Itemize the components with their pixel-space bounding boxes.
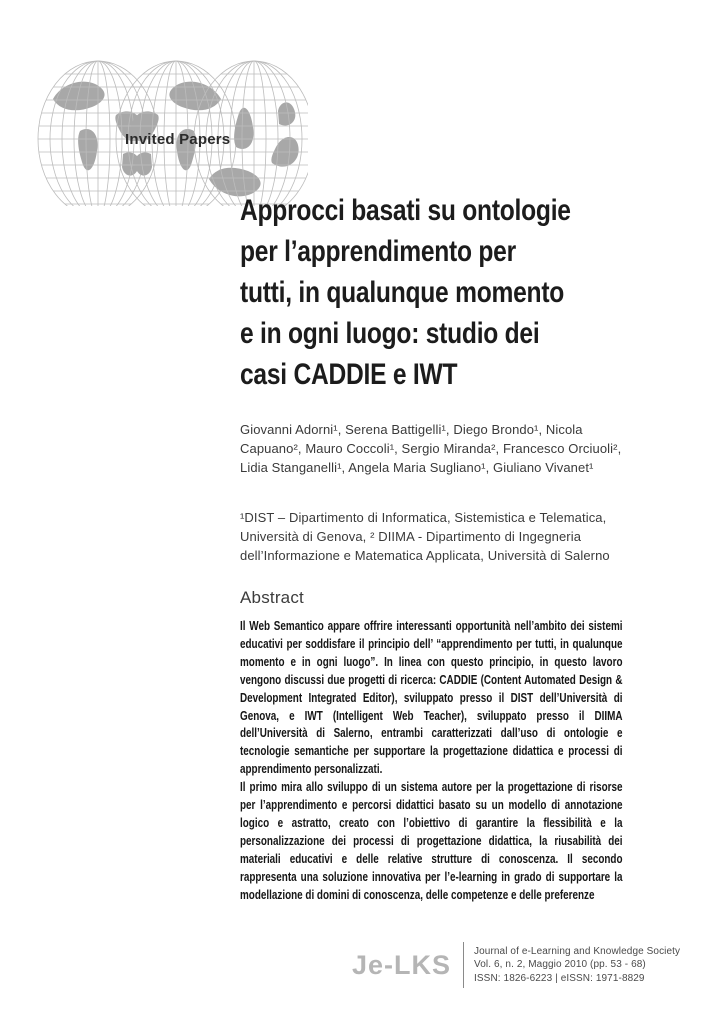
abstract-paragraph: Il Web Semantico appare offrire interessanti opportunità nell’ambito dei sistemi educativi per soddisfare il principio dell’ “apprendimento per tutti, in qualunque momento e in ogni luogo”. In linea con questo principio, in questo lavoro vengono discussi due progetti di ricerca: CADDIE (Content Automated Design & Development Integrated Editor), sviluppato presso il DIST dell’Università di Genova, e IWT (Intelligent Web Teacher), sviluppato presso il DIIMA dell’Università di Salerno, entrambi caratterizzati dall’uso di ontologie e tecnologie semantiche per supportare la progettazione didattica e processi di apprendimento personalizzati. bbox=[240, 618, 623, 777]
paper-title-line: casi CADDIE e IWT bbox=[240, 358, 458, 391]
invited-papers-label: Invited Papers bbox=[125, 131, 231, 148]
paper-title-line: e in ogni luogo: studio dei bbox=[240, 317, 540, 350]
paper-title bbox=[240, 190, 571, 395]
abstract-body bbox=[240, 617, 623, 904]
world-map-graphic bbox=[18, 26, 308, 206]
abstract-heading: Abstract bbox=[240, 588, 304, 607]
journal-logo: Je-LKS bbox=[352, 950, 452, 980]
journal-name: Journal of e-Learning and Knowledge Society bbox=[474, 945, 681, 957]
paper-title-line: tutti, in qualunque momento bbox=[240, 276, 565, 309]
affiliations: ¹DIST – Dipartimento di Informatica, Sistemistica e Telematica, Università di Genova, ² DIIMA - Dipartimento di Ingegneria dell’Informazione e Matematica Applicata, Università di Salerno bbox=[240, 510, 610, 563]
abstract-paragraph: Il primo mira allo sviluppo di un sistema autore per la progettazione di risorse per l’apprendimento e percorsi didattici basato su un modello di annotazione logico e astratto, creato con l’obiettivo di garantire la flessibilità e la personalizzazione dei processi di progettazione didattica, la riusabilità dei materiali educativi e delle relative strutture di conoscenza. Il secondo rappresenta una soluzione innovativa per l’e-learning in grado di supportare la modellazione di domini di conoscenza, delle competenze e delle preferenze bbox=[240, 779, 623, 902]
journal-citation-block bbox=[474, 945, 680, 986]
paper-title-line: per l’apprendimento per bbox=[240, 235, 516, 268]
journal-volume-info: Vol. 6, n. 2, Maggio 2010 (pp. 53 - 68) bbox=[474, 959, 646, 971]
world-globes-illustration bbox=[18, 26, 308, 206]
authors-list: Giovanni Adorni¹, Serena Battigelli¹, Diego Brondo¹, Nicola Capuano², Mauro Coccoli¹, Sergio Miranda², Francesco Orciuoli², Lidia Stanganelli¹, Angela Maria Sugliano¹, Giuliano Vivanet¹ bbox=[240, 422, 622, 475]
journal-issn-info: ISSN: 1826-6223 | eISSN: 1971-8829 bbox=[474, 972, 645, 984]
paper-title-line: Approcci basati su ontologie bbox=[240, 194, 571, 227]
journal-footer bbox=[352, 942, 680, 988]
footer-divider bbox=[463, 942, 464, 988]
